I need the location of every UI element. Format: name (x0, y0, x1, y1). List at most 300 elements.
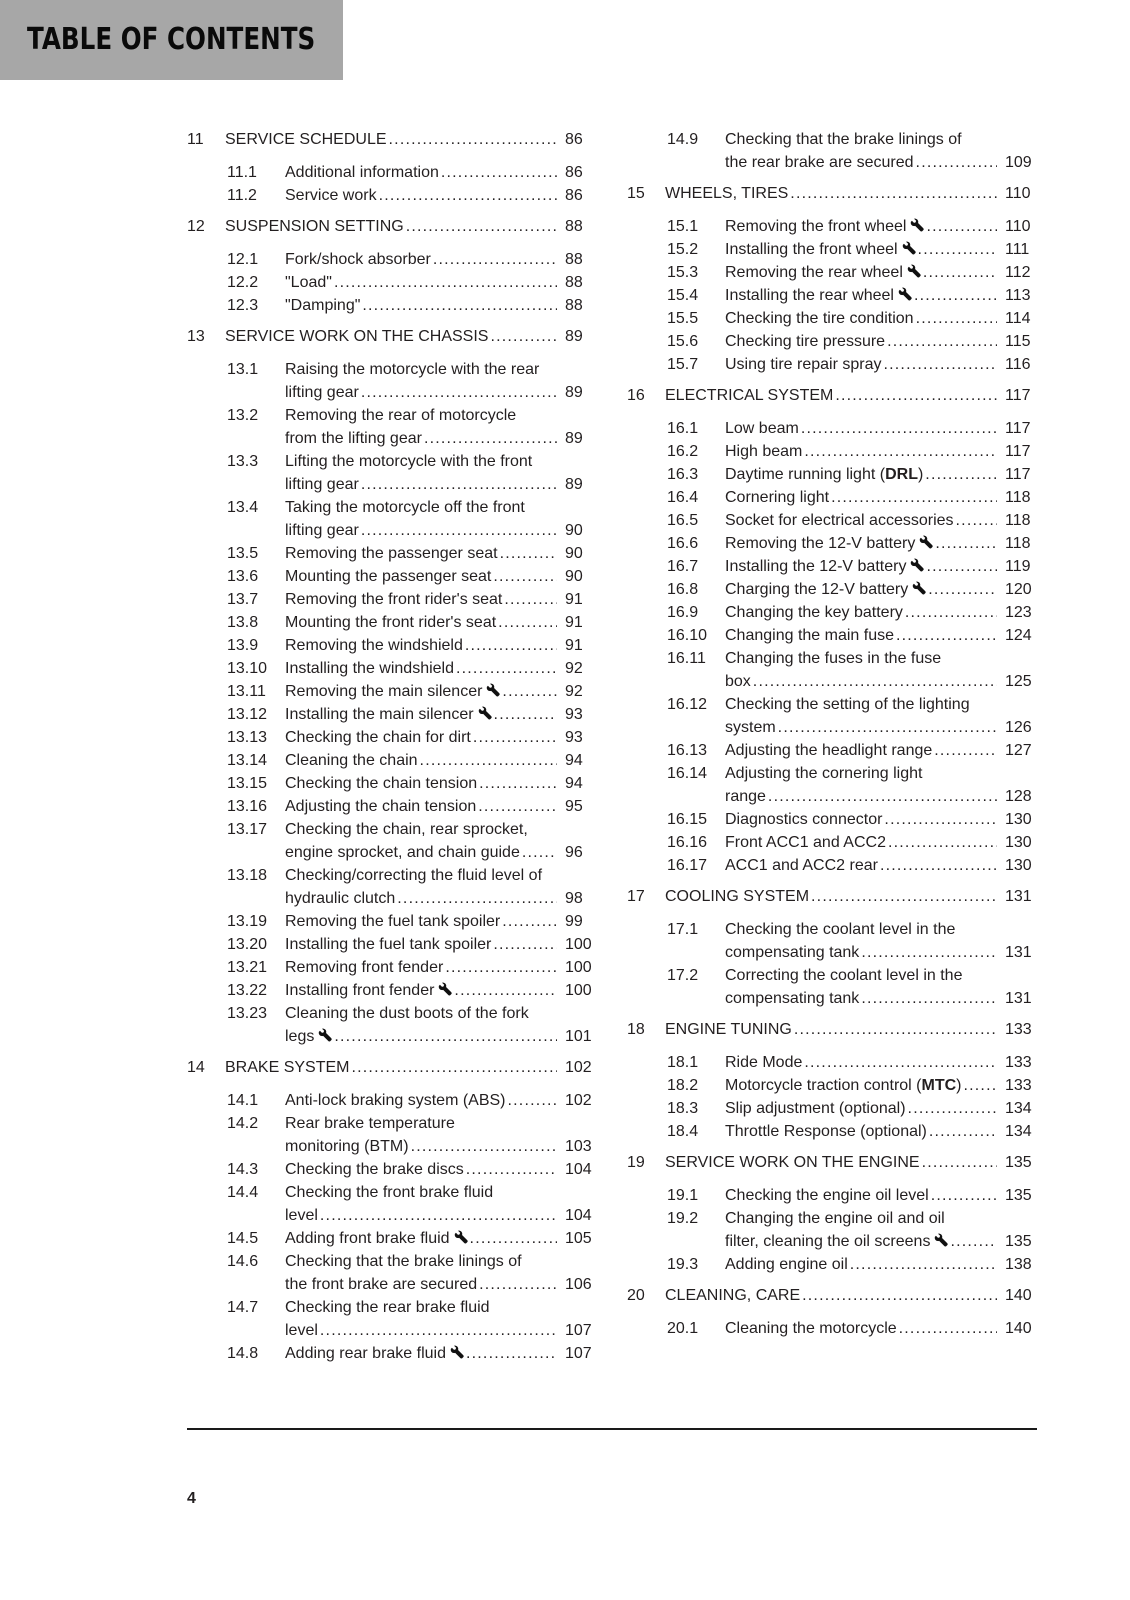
page-ref[interactable]: 88 (565, 251, 583, 268)
entry-body (285, 864, 597, 910)
entry-title[interactable] (285, 611, 496, 634)
toc-section-entry[interactable] (627, 1074, 1037, 1097)
entry-title[interactable] (725, 670, 751, 693)
entry-title-text: Fork/shock absorber (285, 251, 431, 268)
entry-title-text: Anti-lock braking system (ABS) (285, 1092, 506, 1109)
toc-section-entry[interactable] (187, 1250, 597, 1296)
page-ref[interactable]: 104 (565, 1207, 592, 1224)
toc-chapter-entry[interactable] (187, 325, 597, 348)
page-ref[interactable]: 100 (565, 936, 592, 953)
entry-title[interactable] (665, 1018, 792, 1041)
toc-section-entry[interactable] (627, 284, 1037, 307)
page-ref[interactable]: 140 (1005, 1287, 1032, 1304)
entry-title[interactable] (285, 294, 360, 317)
page-ref[interactable]: 133 (1005, 1021, 1032, 1038)
entry-title[interactable] (285, 271, 332, 294)
page-ref[interactable]: 103 (565, 1138, 592, 1155)
entry-title[interactable] (725, 284, 912, 307)
page-ref[interactable]: 135 (1005, 1233, 1032, 1250)
entry-title[interactable] (725, 1097, 906, 1120)
entry-title-row (725, 941, 1037, 964)
toc-section-entry[interactable] (627, 647, 1037, 693)
entry-title[interactable] (285, 1227, 468, 1250)
entry-title[interactable] (665, 1284, 800, 1307)
page-ref[interactable]: 90 (565, 568, 583, 585)
entry-title[interactable] (285, 519, 359, 542)
toc-section-entry[interactable] (187, 772, 597, 795)
toc-section-entry[interactable] (187, 1089, 597, 1112)
entry-body (285, 161, 597, 184)
entry-title[interactable] (285, 161, 439, 184)
toc-section-entry[interactable] (187, 1181, 597, 1227)
toc-section-entry[interactable] (627, 693, 1037, 739)
entry-title[interactable] (285, 1342, 464, 1365)
page-ref[interactable]: 110 (1005, 185, 1031, 202)
toc-section-entry[interactable] (627, 1317, 1037, 1340)
toc-section-entry[interactable] (627, 624, 1037, 647)
entry-title[interactable] (285, 1273, 477, 1296)
entry-title[interactable] (285, 184, 377, 207)
page-ref[interactable]: 86 (565, 164, 583, 181)
page-ref[interactable]: 131 (1005, 944, 1032, 961)
dot-leader (351, 1056, 557, 1079)
page-ref[interactable]: 133 (1005, 1077, 1032, 1094)
toc-section-entry[interactable] (627, 964, 1037, 1010)
entry-title-line: Taking the motorcycle off the front (285, 499, 525, 516)
page-ref[interactable]: 93 (565, 706, 583, 723)
entry-title-line: Checking that the brake linings of (285, 1253, 522, 1270)
entry-title[interactable] (725, 486, 829, 509)
page-ref[interactable]: 89 (565, 430, 583, 447)
entry-title-text: the rear brake are secured (725, 154, 914, 171)
page-ref[interactable]: 94 (565, 752, 583, 769)
entry-title-row (285, 271, 597, 294)
page-ref[interactable]: 135 (1005, 1154, 1032, 1171)
entry-title-text: High beam (725, 443, 803, 460)
entry-title[interactable] (285, 680, 500, 703)
entry-title[interactable] (725, 1230, 948, 1253)
toc-section-entry[interactable] (627, 353, 1037, 376)
entry-body (725, 440, 1037, 463)
toc-section-entry[interactable] (187, 726, 597, 749)
entry-title-text: Removing the front wheel (725, 218, 907, 235)
page-ref[interactable]: 131 (1005, 888, 1032, 905)
dot-leader (916, 151, 997, 174)
toc-section-entry[interactable] (627, 463, 1037, 486)
page-ref[interactable]: 89 (565, 384, 583, 401)
page-ref[interactable]: 120 (1005, 581, 1032, 598)
toc-section-entry[interactable] (627, 739, 1037, 762)
section-number: 16.10 (667, 627, 708, 644)
toc-section-entry[interactable] (187, 358, 597, 404)
page-ref[interactable]: 111 (1005, 241, 1030, 258)
entry-title[interactable] (725, 215, 924, 238)
page-ref[interactable]: 117 (1005, 420, 1031, 437)
wrench-icon (919, 535, 933, 549)
toc-chapter-entry[interactable] (627, 1018, 1037, 1041)
section-number: 14.4 (227, 1184, 259, 1201)
page-ref[interactable]: 115 (1005, 333, 1031, 350)
page-ref[interactable]: 100 (565, 982, 592, 999)
entry-title[interactable] (285, 1135, 409, 1158)
toc-section-entry[interactable] (627, 808, 1037, 831)
page-ref[interactable]: 86 (565, 131, 583, 148)
page-ref[interactable]: 107 (565, 1322, 592, 1339)
page-ref[interactable]: 90 (565, 522, 583, 539)
toc-section-entry[interactable] (187, 1112, 597, 1158)
entry-title[interactable] (285, 979, 452, 1002)
toc-section-entry[interactable] (627, 1207, 1037, 1253)
page-ref[interactable]: 135 (1005, 1187, 1032, 1204)
toc-chapter-entry[interactable] (627, 1284, 1037, 1307)
toc-section-entry[interactable] (187, 161, 597, 184)
entry-title[interactable] (285, 956, 443, 979)
entry-body (725, 1184, 1037, 1207)
page-ref[interactable]: 126 (1005, 719, 1032, 736)
toc-section-entry[interactable] (627, 1120, 1037, 1143)
entry-title[interactable] (725, 1051, 802, 1074)
toc-section-entry[interactable] (187, 1296, 597, 1342)
entry-title-text: Removing the fuel tank spoiler (285, 913, 501, 930)
entry-title[interactable] (725, 739, 932, 762)
entry-title[interactable] (285, 588, 502, 611)
page-ref[interactable]: 105 (565, 1230, 592, 1247)
toc-section-entry[interactable] (187, 1002, 597, 1048)
page-ref[interactable]: 92 (565, 683, 583, 700)
page-ref[interactable]: 125 (1005, 673, 1032, 690)
entry-title[interactable] (725, 808, 882, 831)
page-ref[interactable]: 91 (565, 637, 583, 654)
entry-title[interactable] (285, 381, 359, 404)
page-ref[interactable]: 107 (565, 1345, 592, 1362)
toc-section-entry[interactable] (187, 1227, 597, 1250)
toc-section-entry[interactable] (187, 271, 597, 294)
entry-title[interactable] (725, 987, 859, 1010)
entry-title[interactable] (285, 565, 491, 588)
toc-section-entry[interactable] (187, 184, 597, 207)
toc-section-entry[interactable] (187, 1158, 597, 1181)
toc-section-entry[interactable] (187, 795, 597, 818)
toc-section-entry[interactable] (187, 294, 597, 317)
dot-leader (861, 941, 997, 964)
entry-title-row (285, 795, 597, 818)
page-ref[interactable]: 90 (565, 545, 583, 562)
page-ref[interactable]: 130 (1005, 857, 1032, 874)
entry-title[interactable] (285, 772, 477, 795)
page-ref[interactable]: 118 (1005, 489, 1031, 506)
entry-title[interactable] (285, 1204, 318, 1227)
page-ref[interactable]: 109 (1005, 154, 1032, 171)
entry-body (285, 450, 597, 496)
page-ref[interactable]: 134 (1005, 1100, 1032, 1117)
toc-section-entry[interactable] (627, 128, 1037, 174)
entry-title[interactable] (725, 601, 903, 624)
toc-section-entry[interactable] (627, 1253, 1037, 1276)
page-ref[interactable]: 130 (1005, 834, 1032, 851)
toc-section-entry[interactable] (627, 601, 1037, 624)
entry-title-row (665, 1151, 1037, 1174)
toc-section-entry[interactable] (627, 1051, 1037, 1074)
page-ref[interactable]: 119 (1005, 558, 1031, 575)
section-number: 14.1 (227, 1092, 259, 1109)
page-ref[interactable]: 118 (1005, 512, 1031, 529)
page-ref[interactable]: 92 (565, 660, 583, 677)
page-ref[interactable]: 104 (565, 1161, 592, 1178)
toc-section-entry[interactable] (187, 565, 597, 588)
toc-section-entry[interactable] (187, 657, 597, 680)
entry-title[interactable] (725, 555, 924, 578)
entry-body (725, 1317, 1037, 1340)
toc-section-entry[interactable] (187, 864, 597, 910)
entry-title[interactable] (725, 831, 886, 854)
toc-section-entry[interactable] (627, 509, 1037, 532)
page-ref[interactable]: 99 (565, 913, 583, 930)
toc-section-entry[interactable] (187, 910, 597, 933)
entry-title[interactable] (725, 1074, 962, 1097)
entry-title[interactable] (725, 463, 923, 486)
toc-section-entry[interactable] (187, 611, 597, 634)
entry-title[interactable] (725, 624, 894, 647)
entry-title[interactable] (665, 885, 809, 908)
toc-section-entry[interactable] (627, 440, 1037, 463)
toc-section-entry[interactable] (187, 703, 597, 726)
page-ref[interactable]: 101 (565, 1028, 592, 1045)
section-number: 13.8 (227, 614, 259, 631)
page-ref[interactable]: 88 (565, 218, 583, 235)
page-ref[interactable]: 133 (1005, 1054, 1032, 1071)
section-number: 13.20 (227, 936, 268, 953)
entry-title[interactable] (285, 726, 471, 749)
entry-title[interactable] (725, 785, 766, 808)
entry-body (725, 1097, 1037, 1120)
toc-section-entry[interactable] (187, 450, 597, 496)
entry-title[interactable] (285, 427, 422, 450)
toc-section-entry[interactable] (187, 496, 597, 542)
page-ref[interactable]: 138 (1005, 1256, 1032, 1273)
toc-section-entry[interactable] (627, 1184, 1037, 1207)
section-number: 16.3 (667, 466, 699, 483)
toc-chapter-entry[interactable] (627, 1151, 1037, 1174)
toc-section-entry[interactable] (187, 248, 597, 271)
entry-title[interactable] (285, 841, 520, 864)
entry-title[interactable] (725, 238, 916, 261)
entry-body (285, 657, 597, 680)
page-ref[interactable]: 113 (1005, 287, 1031, 304)
entry-title[interactable] (285, 1025, 332, 1048)
dot-leader (916, 307, 997, 330)
page-ref[interactable]: 128 (1005, 788, 1032, 805)
entry-title[interactable] (285, 1158, 464, 1181)
toc-section-entry[interactable] (187, 1342, 597, 1365)
entry-title[interactable] (665, 384, 833, 407)
entry-title[interactable] (725, 307, 914, 330)
entry-title-text: Installing the 12-V battery (725, 558, 907, 575)
toc-section-entry[interactable] (187, 933, 597, 956)
toc-chapter-entry[interactable] (627, 182, 1037, 205)
entry-title[interactable] (725, 261, 921, 284)
toc-section-entry[interactable] (187, 979, 597, 1002)
toc-section-entry[interactable] (627, 762, 1037, 808)
entry-title[interactable] (225, 215, 404, 238)
entry-title[interactable] (725, 1120, 927, 1143)
page-ref[interactable]: 98 (565, 890, 583, 907)
entry-title[interactable] (285, 749, 418, 772)
entry-title-text: filter, cleaning the oil screens (725, 1233, 931, 1250)
entry-title-text: Removing front fender (285, 959, 444, 976)
entry-title[interactable] (665, 1151, 920, 1174)
page-ref[interactable]: 89 (565, 328, 583, 345)
entry-title[interactable] (285, 887, 395, 910)
page-ref[interactable]: 91 (565, 591, 583, 608)
entry-title[interactable] (225, 1056, 349, 1079)
entry-title[interactable] (725, 151, 914, 174)
page-ref[interactable]: 91 (565, 614, 583, 631)
toc-section-entry[interactable] (627, 831, 1037, 854)
section-number: 15.6 (667, 333, 699, 350)
page-ref[interactable]: 106 (565, 1276, 592, 1293)
entry-title-row (725, 739, 1037, 762)
toc-section-entry[interactable] (627, 307, 1037, 330)
dot-leader (861, 987, 997, 1010)
page-ref[interactable]: 131 (1005, 990, 1032, 1007)
toc-section-entry[interactable] (187, 818, 597, 864)
entry-title[interactable] (725, 330, 885, 353)
page-ref[interactable]: 117 (1005, 466, 1031, 483)
toc-section-entry[interactable] (187, 542, 597, 565)
entry-title[interactable] (725, 532, 933, 555)
toc-section-entry[interactable] (627, 486, 1037, 509)
entry-title[interactable] (285, 657, 454, 680)
dot-leader (801, 417, 997, 440)
entry-title[interactable] (725, 509, 954, 532)
entry-title[interactable] (725, 1184, 929, 1207)
entry-title-row (285, 294, 597, 317)
entry-title[interactable] (285, 248, 431, 271)
entry-title[interactable] (225, 325, 488, 348)
toc-section-entry[interactable] (627, 215, 1037, 238)
section-number: 12.2 (227, 274, 259, 291)
page-ref[interactable]: 96 (565, 844, 583, 861)
toc-chapter-entry[interactable] (627, 384, 1037, 407)
toc-section-entry[interactable] (627, 417, 1037, 440)
entry-title-row (285, 680, 597, 703)
toc-section-entry[interactable] (627, 578, 1037, 601)
entry-title[interactable] (285, 795, 476, 818)
toc-section-entry[interactable] (187, 588, 597, 611)
page-ref[interactable]: 95 (565, 798, 583, 815)
wrench-icon (910, 558, 924, 572)
toc-section-entry[interactable] (187, 749, 597, 772)
entry-body (285, 184, 597, 207)
page-ref[interactable]: 114 (1005, 310, 1031, 327)
entry-title[interactable] (725, 353, 882, 376)
entry-title[interactable] (725, 716, 776, 739)
entry-title[interactable] (725, 1253, 848, 1276)
entry-title[interactable] (725, 417, 799, 440)
entry-title-row (725, 1184, 1037, 1207)
page-ref[interactable]: 94 (565, 775, 583, 792)
page-ref[interactable]: 127 (1005, 742, 1032, 759)
entry-title-row (285, 1204, 597, 1227)
section-number: 16.8 (667, 581, 699, 598)
entry-title[interactable] (725, 1317, 897, 1340)
toc-section-entry[interactable] (187, 634, 597, 657)
page-ref[interactable]: 134 (1005, 1123, 1032, 1140)
entry-title-row (285, 542, 597, 565)
toc-section-entry[interactable] (187, 680, 597, 703)
entry-title-text: Installing front fender (285, 982, 435, 999)
page-ref[interactable]: 118 (1005, 535, 1031, 552)
section-number: 14 (187, 1059, 205, 1076)
page-ref[interactable]: 88 (565, 297, 583, 314)
dot-leader (361, 473, 557, 496)
toc-section-entry[interactable] (627, 532, 1037, 555)
toc-chapter-entry[interactable] (187, 128, 597, 151)
toc-section-entry[interactable] (627, 261, 1037, 284)
toc-section-entry[interactable] (187, 956, 597, 979)
entry-title-row (725, 1317, 1037, 1340)
entry-title-row (725, 670, 1037, 693)
entry-title[interactable] (285, 634, 463, 657)
entry-title[interactable] (665, 182, 788, 205)
page-ref[interactable]: 112 (1005, 264, 1031, 281)
entry-title[interactable] (285, 933, 491, 956)
entry-title[interactable] (725, 941, 859, 964)
page-ref[interactable]: 123 (1005, 604, 1032, 621)
entry-title[interactable] (225, 128, 387, 151)
dot-leader (931, 1184, 997, 1207)
page-ref[interactable]: 116 (1005, 356, 1031, 373)
toc-section-entry[interactable] (187, 404, 597, 450)
toc-chapter-entry[interactable] (187, 215, 597, 238)
entry-title[interactable] (285, 473, 359, 496)
page-ref[interactable]: 130 (1005, 811, 1032, 828)
entry-title[interactable] (285, 1089, 506, 1112)
entry-title[interactable] (725, 854, 878, 877)
entry-title[interactable] (725, 578, 926, 601)
page-ref[interactable]: 88 (565, 274, 583, 291)
page-ref[interactable]: 102 (565, 1059, 592, 1076)
toc-section-entry[interactable] (627, 854, 1037, 877)
toc-section-entry[interactable] (627, 918, 1037, 964)
page-ref[interactable]: 117 (1005, 443, 1031, 460)
page-ref[interactable]: 100 (565, 959, 592, 976)
toc-chapter-entry[interactable] (627, 885, 1037, 908)
page-ref[interactable]: 93 (565, 729, 583, 746)
entry-title[interactable] (285, 1319, 318, 1342)
entry-title[interactable] (285, 703, 492, 726)
toc-chapter-entry[interactable] (187, 1056, 597, 1079)
page-ref[interactable]: 124 (1005, 627, 1032, 644)
toc-section-entry[interactable] (627, 1097, 1037, 1120)
toc-section-entry[interactable] (627, 330, 1037, 353)
section-number: 13.3 (227, 453, 259, 470)
page-ref[interactable]: 86 (565, 187, 583, 204)
page-ref[interactable]: 140 (1005, 1320, 1032, 1337)
entry-title[interactable] (285, 910, 500, 933)
wrench-icon (902, 241, 916, 255)
page-ref[interactable]: 110 (1005, 218, 1031, 235)
toc-section-entry[interactable] (627, 555, 1037, 578)
toc-section-entry[interactable] (627, 238, 1037, 261)
page-ref[interactable]: 102 (565, 1092, 592, 1109)
entry-title[interactable] (725, 440, 802, 463)
page-ref[interactable]: 89 (565, 476, 583, 493)
entry-title-row (285, 1227, 597, 1250)
entry-title[interactable] (285, 542, 498, 565)
page-ref[interactable]: 117 (1005, 387, 1031, 404)
entry-body (285, 1250, 597, 1296)
